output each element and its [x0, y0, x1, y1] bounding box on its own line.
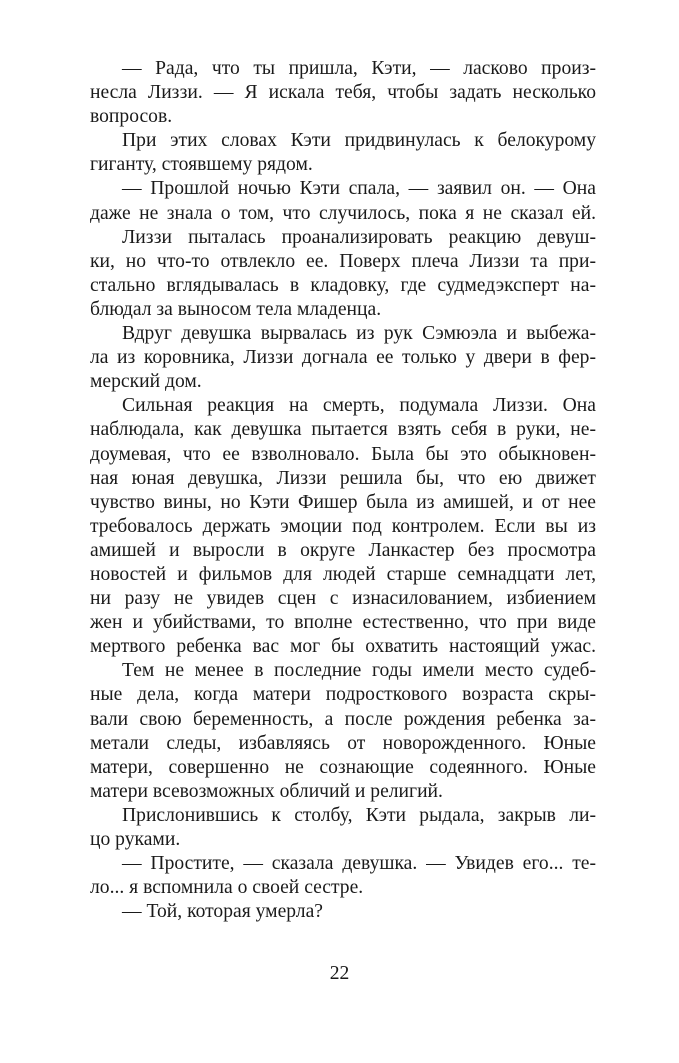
text-line: При этих словах Кэти придвинулась к белокурому	[122, 130, 596, 152]
text-line: вали свою беременность, а после рождения ребенка за-	[90, 708, 596, 730]
text-line: вопросов.	[90, 106, 173, 128]
text-line: ло... я вспомнила о своей сестре.	[90, 877, 364, 899]
text-line: Лиззи пыталась проанализировать реакцию девуш-	[122, 226, 596, 248]
text-line: мертвого ребенка вас мог бы охватить настоящий ужас.	[90, 636, 596, 658]
text-line: новостей и фильмов для людей старше семнадцати лет,	[90, 563, 596, 585]
text-line: метали следы, избавляясь от новорожденного. Юные	[90, 732, 596, 754]
text-line: матери всевозможных обличий и религий.	[90, 780, 443, 802]
text-line: чувство вины, но Кэти Фишер была из амишей, и от нее	[90, 491, 596, 513]
text-line: ки, но что-то отвлекло ее. Поверх плеча Лиззи та при-	[90, 250, 596, 272]
text-line: ная юная девушка, Лиззи решила бы, что ею движет	[90, 467, 596, 489]
text-line: Сильная реакция на смерть, подумала Лиззи. Она	[122, 395, 596, 417]
text-line: стально вглядывалась в кладовку, где судмедэксперт на-	[90, 274, 596, 296]
text-line: — Простите, — сказала девушка. — Увидев его... те-	[122, 853, 596, 875]
text-line: мерский дом.	[90, 371, 202, 393]
text-line: доумевая, что ее взволновало. Была бы это обыкновен-	[90, 443, 596, 465]
text-line: Прислонившись к столбу, Кэти рыдала, закрыв ли-	[122, 804, 596, 826]
text-line: жен и убийствами, то вполне естественно, что при виде	[90, 612, 596, 634]
text-line: Тем не менее в последние годы имели место судеб-	[122, 660, 596, 682]
page-number: 22	[329, 963, 350, 984]
text-line: ни разу не увидев сцен с изнасилованием, избиением	[90, 588, 596, 610]
text-line: — Рада, что ты пришла, Кэти, — ласково произ-	[122, 58, 596, 79]
text-line: ные дела, когда матери подросткового возраста скры-	[90, 684, 596, 706]
text-line: требовалось держать эмоции под контролем. Если вы из	[90, 515, 596, 537]
text-line: даже не знала о том, что случилось, пока я не сказал ей.	[90, 202, 596, 224]
text-line: блюдал за выносом тела младенца.	[90, 298, 382, 320]
text-line: амишей и выросли в округе Ланкастер без просмотра	[90, 539, 596, 561]
text-line: несла Лиззи. — Я искала тебя, чтобы задать несколько	[90, 82, 596, 104]
text-line: — Той, которая умерла?	[122, 901, 323, 923]
text-line: Вдруг девушка вырвалась из рук Сэмюэла и выбежа-	[122, 323, 596, 345]
text-line: гиганту, стоявшему рядом.	[90, 154, 313, 176]
text-line: — Прошлой ночью Кэти спала, — заявил он. — Она	[122, 178, 596, 200]
text-line: наблюдала, как девушка пытается взять себя в руки, не-	[90, 419, 596, 441]
text-line: ла из коровника, Лиззи догнала ее только у двери в фер-	[90, 347, 596, 369]
text-line: цо руками.	[90, 829, 181, 850]
text-line: матери, совершенно не сознающие содеянного. Юные	[90, 756, 596, 778]
body-text	[90, 57, 596, 924]
